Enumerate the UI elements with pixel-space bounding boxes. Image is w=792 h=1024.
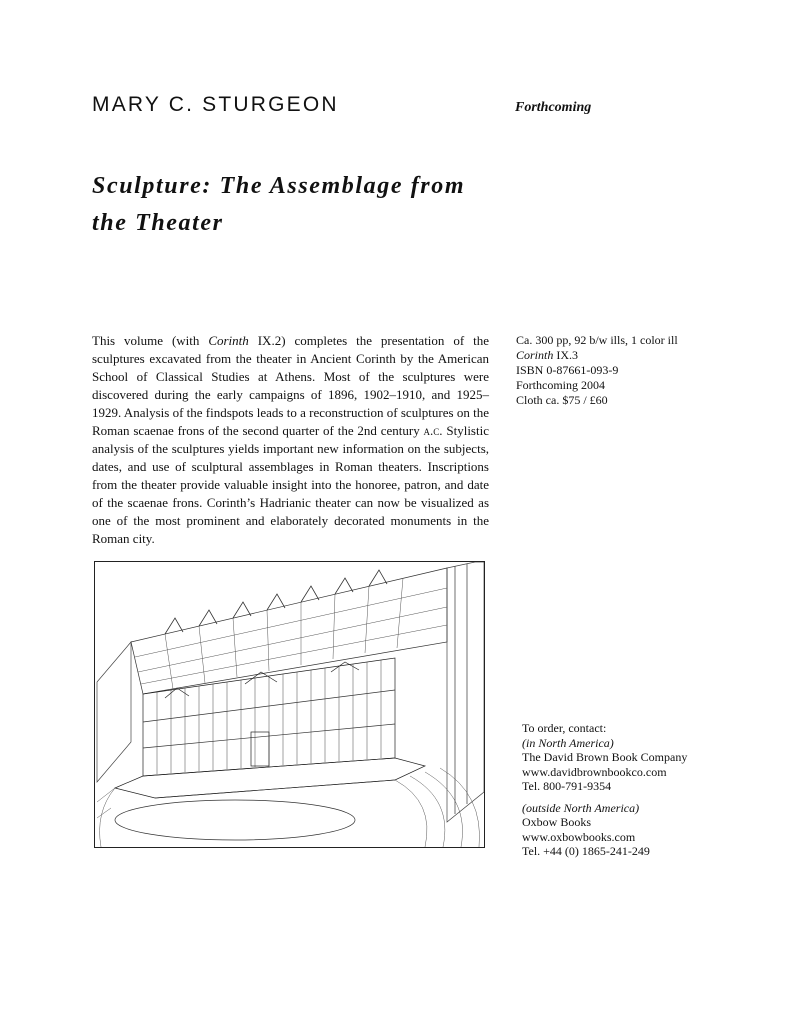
spec-series-italic: Corinth bbox=[516, 348, 554, 362]
spec-date: Forthcoming 2004 bbox=[516, 378, 605, 392]
spec-isbn: ISBN 0-87661-093-9 bbox=[516, 363, 619, 377]
description-part-1: This volume (with bbox=[92, 333, 209, 348]
order-heading: To order, contact: bbox=[522, 721, 607, 735]
order-website-north-america[interactable]: www.davidbrownbookco.com bbox=[522, 764, 667, 779]
spec-series bbox=[516, 348, 678, 363]
order-website-outside[interactable]: www.oxbowbooks.com bbox=[522, 829, 636, 844]
book-title-line-2: the Theater bbox=[92, 210, 224, 236]
author-name: MARY C. STURGEON bbox=[92, 93, 339, 116]
theater-drawing bbox=[95, 562, 484, 847]
order-publisher-north-america: The David Brown Book Company bbox=[522, 750, 688, 764]
book-description bbox=[92, 332, 489, 548]
spec-price: Cloth ca. $75 / £60 bbox=[516, 393, 608, 407]
description-era: a.c. bbox=[423, 423, 443, 438]
book-specs bbox=[516, 333, 678, 408]
spec-series-number: IX.3 bbox=[553, 348, 579, 362]
book-title-line-1: Sculpture: The Assemblage from bbox=[92, 173, 466, 199]
order-region-north-america-label: (in North America) bbox=[522, 735, 614, 750]
order-region-north-america bbox=[522, 736, 687, 751]
book-title bbox=[92, 168, 492, 242]
order-region-outside-label: (outside North America) bbox=[522, 800, 640, 815]
description-part-2: IX.2) completes the presentation of the sculptures excavated from the theater in Ancient Corinth by the American School of Classical Studies at Athens. Most of the sculptures were discovered during the early campaigns of 1896, 1902–1910, and 1925–1929. Analysis of the findspots leads to a reconstruction of sculptures on the Roman scaenae frons of the second quarter of the 2nd century bbox=[92, 333, 489, 438]
theater-illustration bbox=[94, 561, 485, 848]
description-part-3: Stylistic analysis of the sculptures yields important new information on the subjects, dates, and use of sculptural assemblages in Roman theaters. Inscriptions from the theater provide valuable insight into the honoree, patron, and date of the scaenae frons. Corinth’s Hadrianic theater can now be visualized as one of the most prominent and elaborately decorated monuments in the Roman city. bbox=[92, 423, 489, 546]
order-publisher-outside: Oxbow Books bbox=[522, 815, 592, 829]
publication-status: Forthcoming bbox=[515, 100, 592, 115]
ordering-info bbox=[522, 721, 687, 859]
order-phone-north-america: Tel. 800-791-9354 bbox=[522, 779, 612, 793]
order-phone-outside: Tel. +44 (0) 1865-241-249 bbox=[522, 844, 650, 858]
order-region-outside bbox=[522, 801, 687, 816]
spec-pages: Ca. 300 pp, 92 b/w ills, 1 color ill bbox=[516, 333, 678, 347]
description-series-italic: Corinth bbox=[208, 333, 249, 348]
order-spacer bbox=[522, 794, 687, 801]
